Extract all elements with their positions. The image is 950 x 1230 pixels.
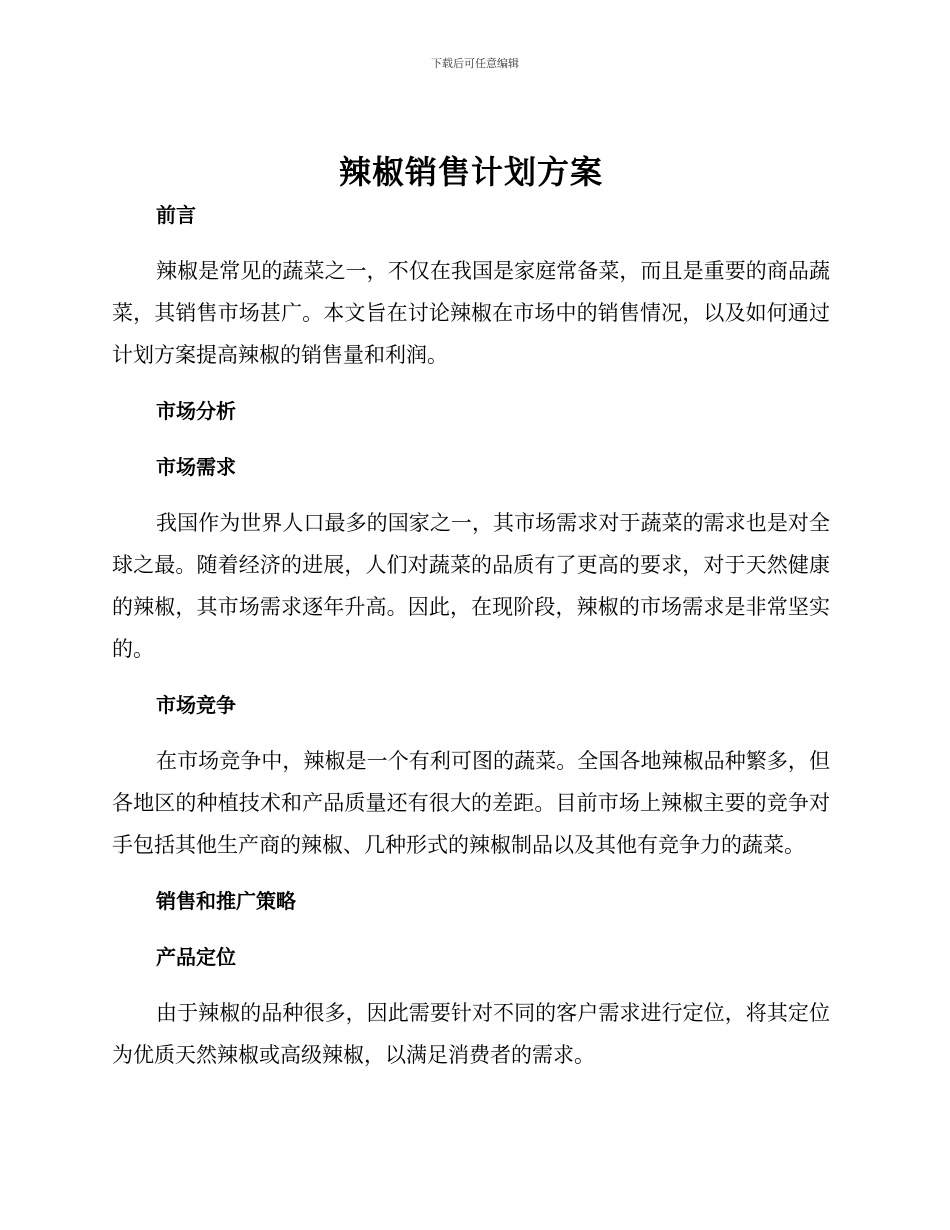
document-body [112, 148, 830, 1076]
section-heading-market-competition: 市场竞争 [156, 693, 236, 717]
page-header-note: 下载后可任意编辑 [431, 57, 519, 70]
paragraph-market-demand: 我国作为世界人口最多的国家之一，其市场需求对于蔬菜的需求也是对全球之最。随着经济的进展，人们对蔬菜的品质有了更高的要求，对于天然健康的辣椒，其市场需求逐年升高。因此，在现阶段，辣椒的市场需求是非常坚实的。 [112, 511, 830, 661]
section-heading-sales-strategy: 销售和推广策略 [156, 889, 296, 913]
section-heading-market-demand: 市场需求 [156, 455, 236, 479]
section-heading-product-positioning: 产品定位 [156, 945, 236, 969]
paragraph-preface: 辣椒是常见的蔬菜之一，不仅在我国是家庭常备菜，而且是重要的商品蔬菜，其销售市场甚广。本文旨在讨论辣椒在市场中的销售情况，以及如何通过计划方案提高辣椒的销售量和利润。 [112, 259, 830, 367]
paragraph-product-positioning: 由于辣椒的品种很多，因此需要针对不同的客户需求进行定位，将其定位为优质天然辣椒或高级辣椒，以满足消费者的需求。 [112, 1001, 830, 1067]
section-heading-market-analysis: 市场分析 [156, 399, 236, 423]
document-title: 辣椒销售计划方案 [338, 153, 603, 191]
section-heading-preface: 前言 [156, 203, 196, 227]
paragraph-market-competition: 在市场竞争中，辣椒是一个有利可图的蔬菜。全国各地辣椒品种繁多，但各地区的种植技术和产品质量还有很大的差距。目前市场上辣椒主要的竞争对手包括其他生产商的辣椒、几种形式的辣椒制品以及其他有竞争力的蔬菜。 [112, 749, 830, 857]
